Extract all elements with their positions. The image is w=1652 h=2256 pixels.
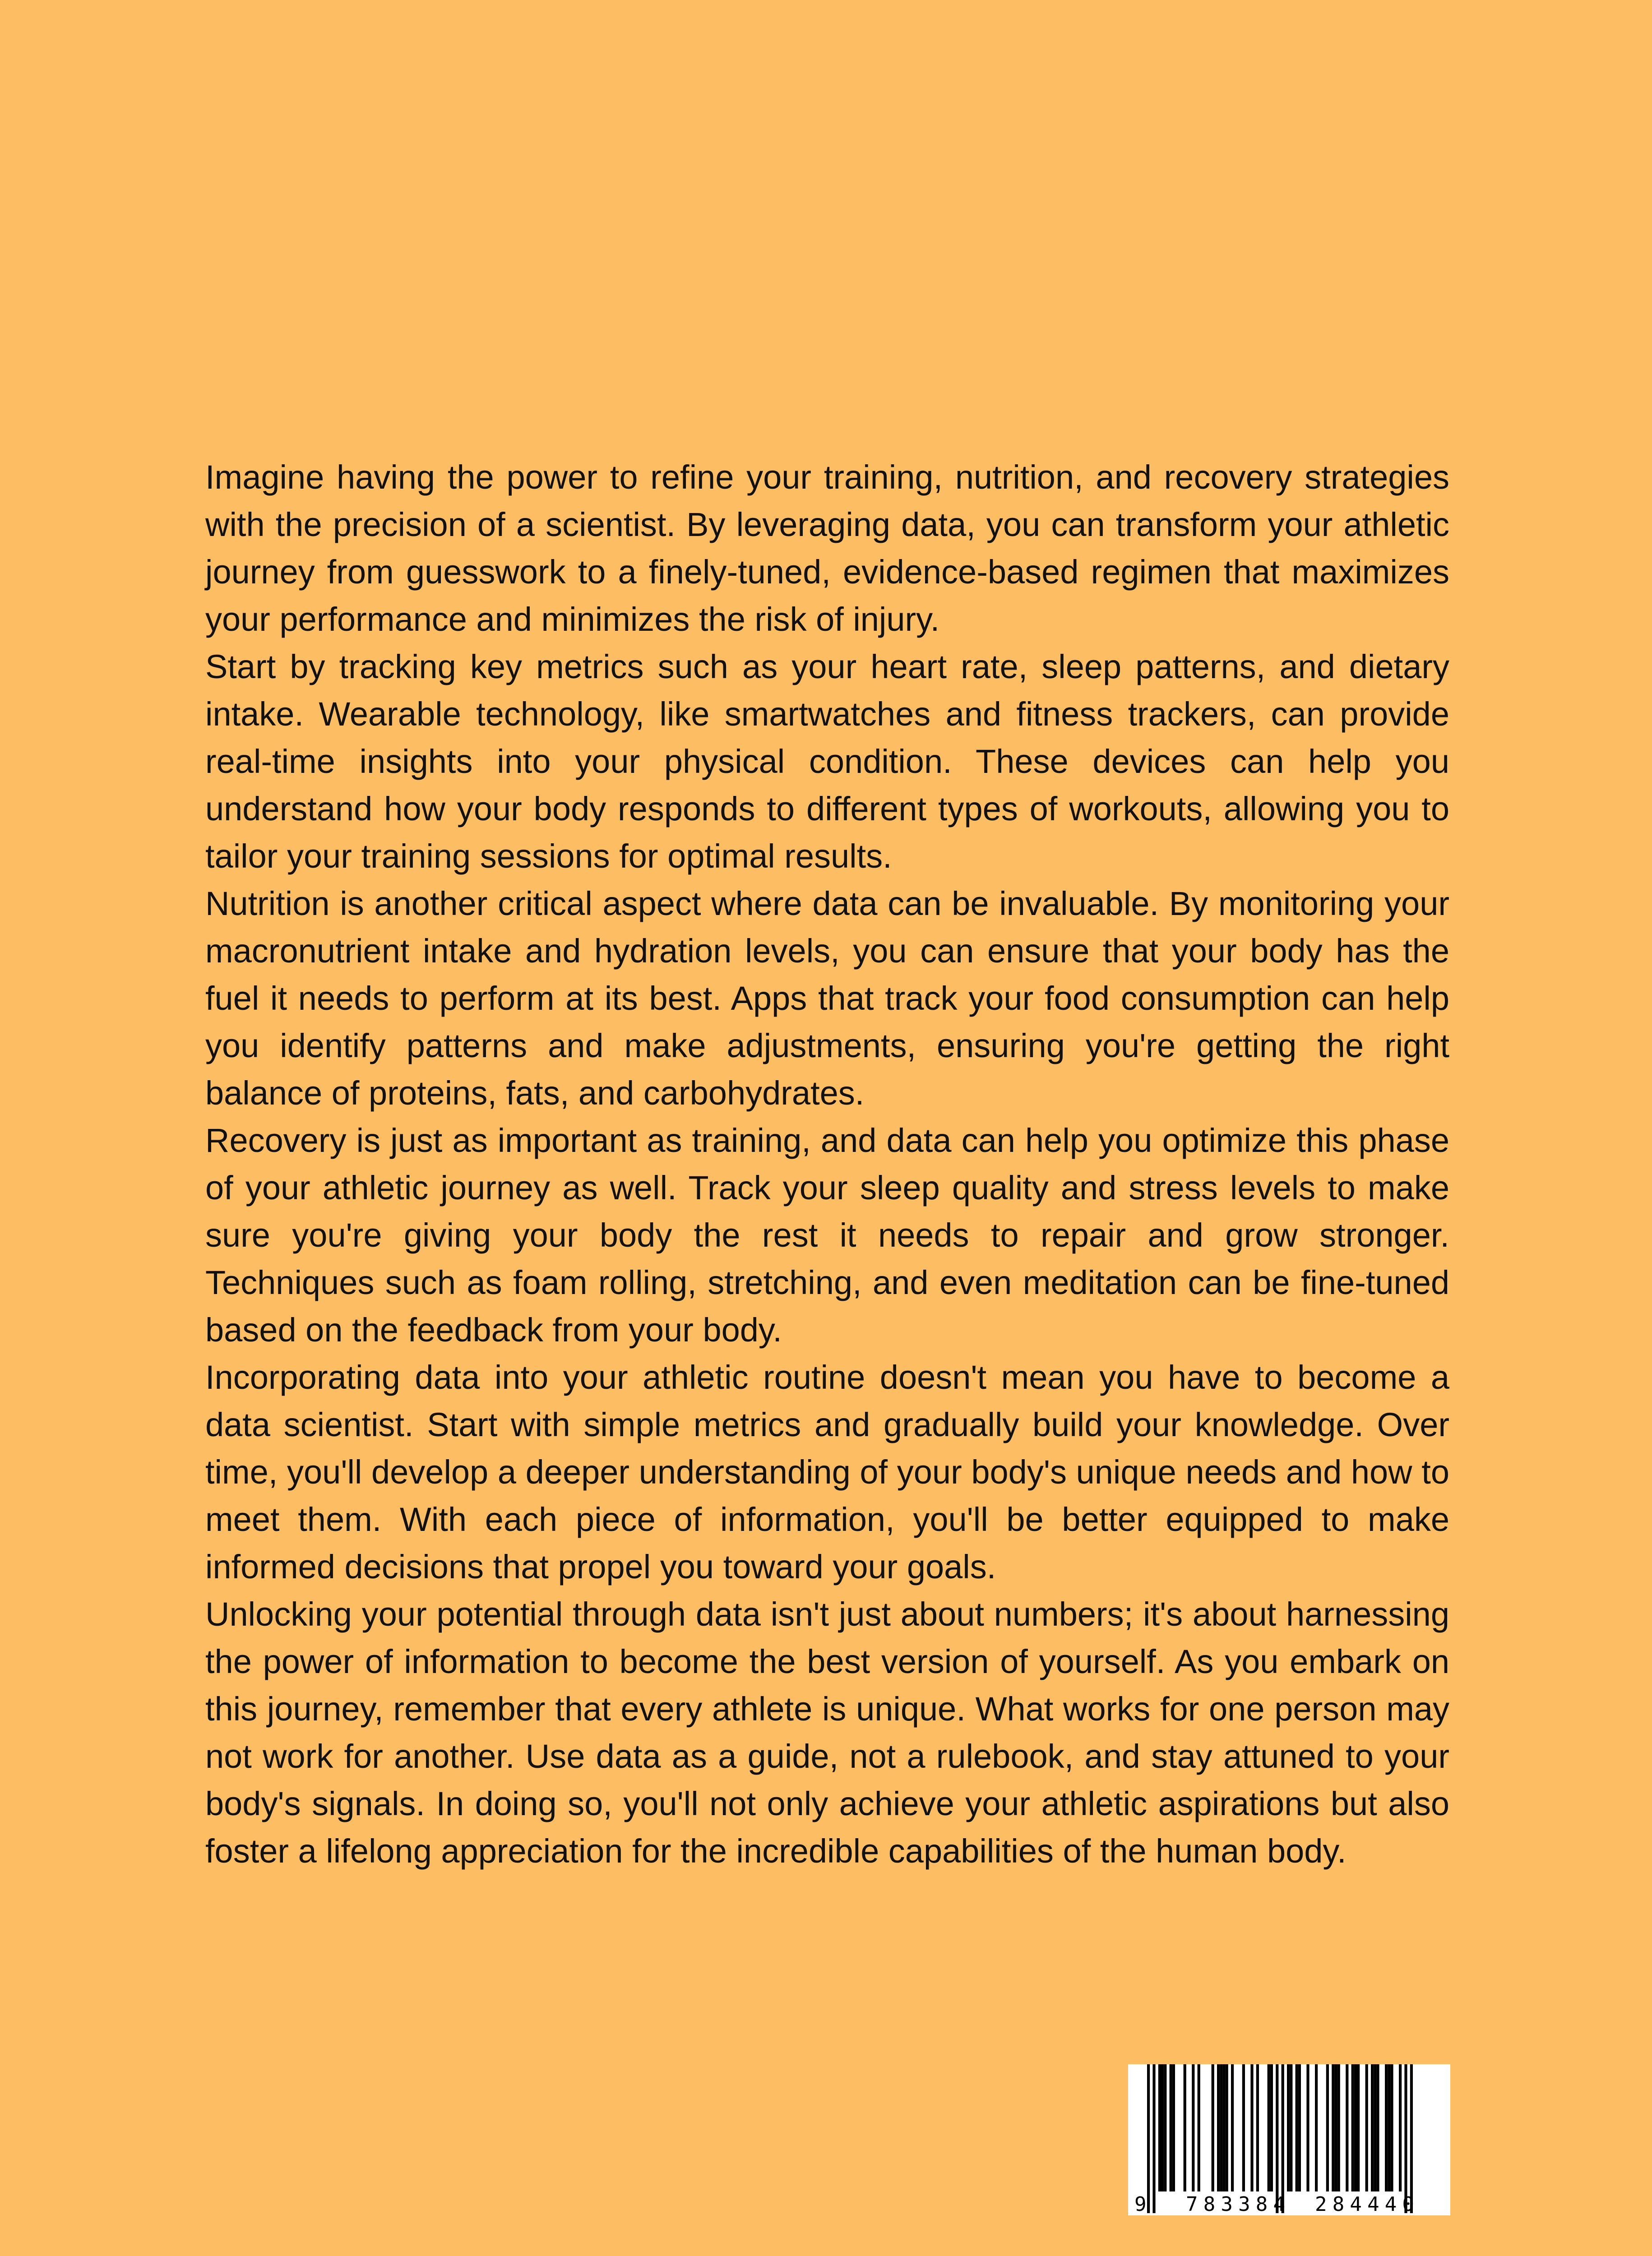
barcode-bar [1334,2064,1337,2191]
barcode-right-digits: 284440 [1315,2193,1414,2215]
barcode-bar [1298,2064,1301,2191]
barcode-bar [1337,2064,1340,2191]
barcode-bar [1256,2064,1259,2191]
blurb-paragraph: Unlocking your potential through data isn't just about numbers; it's about harnessing the power of information to become the best version of yourself. As you embark on this journey, remember that every athlete is unique. What works for one person may not work for another. Use data as a guide, not a rulebook, and stay attuned to your body's signals. In doing so, you'll not only achieve your athletic aspirations but also foster a lifelong appreciation for the incredible capabilities of the human body. [205,1595,1449,1870]
barcode-bar [1270,2064,1273,2191]
barcode-graphic [1128,2064,1450,2215]
barcode-bar [1282,2064,1284,2213]
barcode-bar [1365,2064,1368,2191]
barcode-bar [1152,2064,1155,2213]
barcode-bar [1390,2064,1393,2191]
barcode-bar [1287,2064,1290,2191]
barcode-bar [1374,2064,1376,2191]
barcode-bars [1147,2064,1413,2213]
blurb-paragraph: Incorporating data into your athletic routine doesn't mean you have to become a data scientist. Start with simple metrics and gradually build your knowledge. Over time, you'll develop a deeper understanding of your body's unique needs and how to meet them. With each piece of information, you'll be better equipped to make informed decisions that propel you toward your goals. [205,1359,1449,1586]
barcode-bar [1220,2064,1222,2191]
barcode-bar [1164,2064,1166,2191]
barcode-bar [1222,2064,1225,2191]
barcode-bar [1388,2064,1390,2191]
barcode-bar [1332,2064,1334,2191]
barcode-bar [1385,2064,1388,2191]
barcode-bar [1410,2064,1413,2213]
barcode-bar [1371,2064,1374,2191]
blurb-paragraph: Nutrition is another critical aspect where data can be invaluable. By monitoring your macronutrient intake and hydration levels, you can ensure that your body has the fuel it needs to perform at its best. Apps that track your food consumption can help you identify patterns and make adjustments, ensuring you're getting the right balance of proteins, fats, and carbohydrates. [205,885,1449,1112]
barcode-bar [1158,2064,1161,2191]
barcode-bar [1226,2064,1228,2191]
blurb-paragraph: Recovery is just as important as training, and data can help you optimize this phase of your athletic journey as well. Track your sleep quality and stress levels to make sure you're giving your body the rest it needs to repair and grow stronger. Techniques such as foam rolling, stretching, and even meditation can be fine-tuned based on the feedback from your body. [205,1122,1449,1349]
barcode-left-digits: 783384 [1186,2193,1285,2215]
barcode-bar [1315,2064,1318,2191]
barcode-bar [1276,2064,1278,2213]
barcode-bar [1404,2064,1407,2213]
barcode-bar [1326,2064,1329,2191]
barcode-bar [1354,2064,1357,2191]
barcode-bar [1198,2064,1200,2191]
barcode-bar [1242,2064,1245,2191]
barcode-bar [1250,2064,1253,2191]
barcode-bar [1217,2064,1220,2191]
barcode-bar [1306,2064,1309,2191]
barcode-bar [1351,2064,1354,2191]
barcode-bar [1231,2064,1234,2191]
barcode-bar [1184,2064,1186,2191]
barcode-bar [1147,2064,1150,2213]
barcode-bar [1172,2064,1175,2191]
barcode-bar [1376,2064,1379,2191]
barcode-bar [1399,2064,1402,2191]
isbn-barcode [1128,2064,1450,2215]
barcode-bar [1290,2064,1292,2191]
barcode-bar [1296,2064,1298,2191]
barcode-bar [1268,2064,1270,2191]
barcode-bar [1346,2064,1348,2191]
barcode-first-digit: 9 [1134,2193,1147,2215]
barcode-bar [1212,2064,1214,2191]
barcode-bar [1170,2064,1172,2191]
barcode-bar [1192,2064,1194,2191]
barcode-bar [1161,2064,1164,2191]
blurb-paragraph: Imagine having the power to refine your training, nutrition, and recovery strategies with the precision of a scientist. By leveraging data, you can transform your athletic journey from guesswork to a finely-tuned, evidence-based regimen that maximizes your performance and minimizes the risk of injury. [205,458,1449,638]
back-cover-blurb [205,453,1449,1875]
barcode-bar [1357,2064,1360,2191]
blurb-paragraph: Start by tracking key metrics such as your heart rate, sleep patterns, and dietary intake. Wearable technology, like smartwatches and fitness trackers, can provide real-time insights into your physical condition. These devices can help you understand how your body responds to different types of workouts, allowing you to tailor your training sessions for optimal results. [205,648,1449,875]
